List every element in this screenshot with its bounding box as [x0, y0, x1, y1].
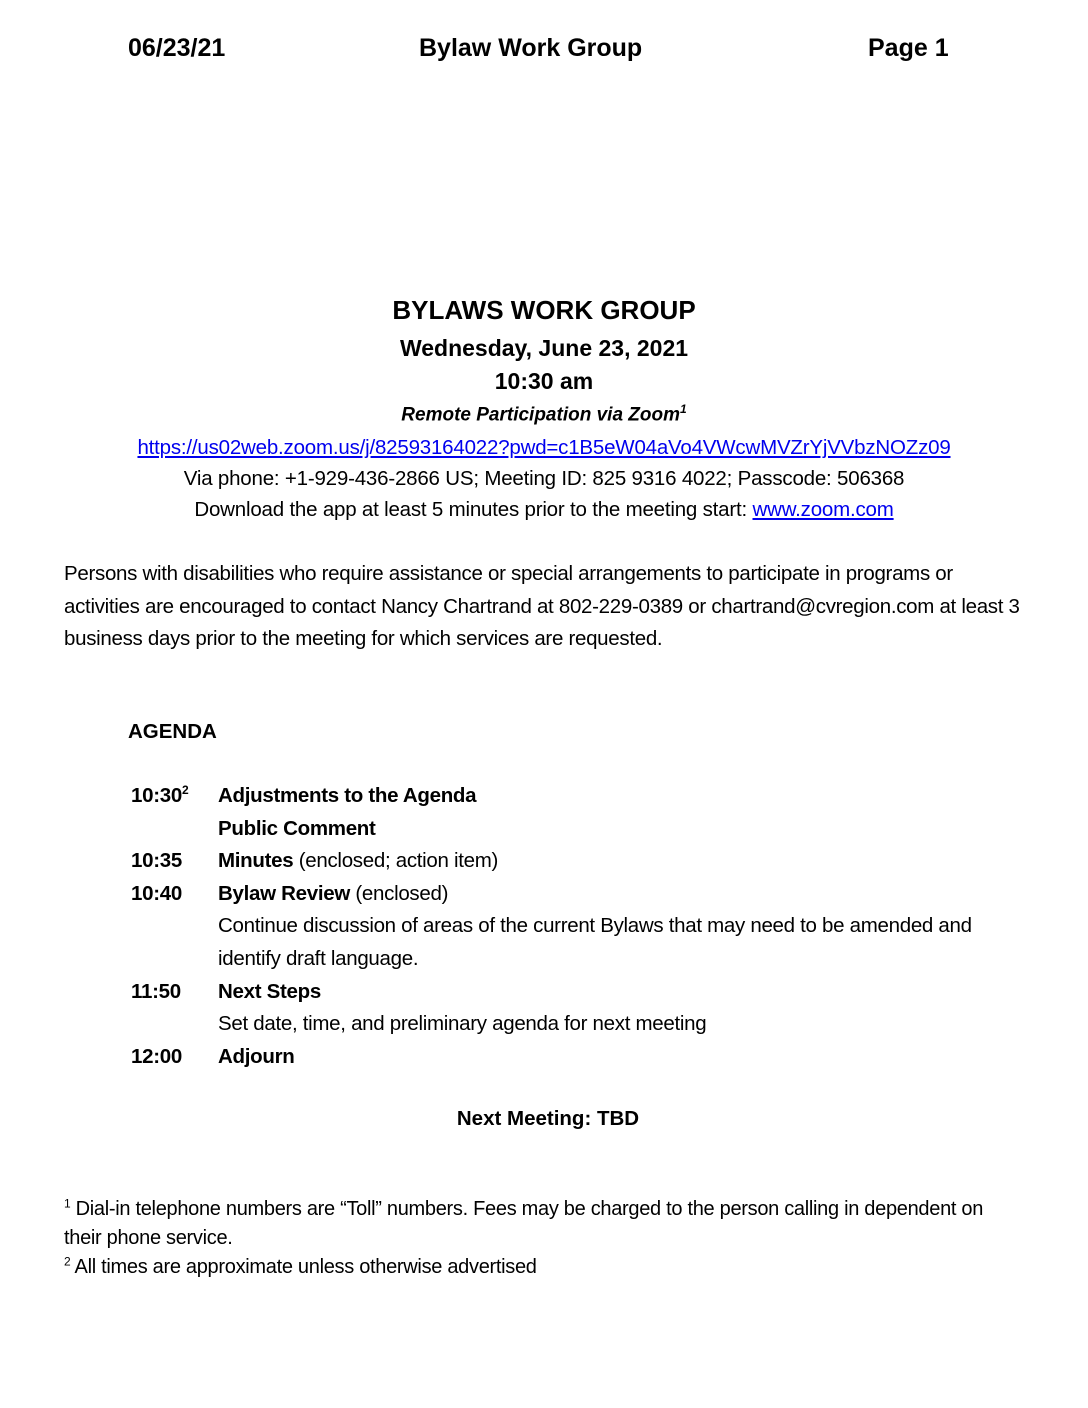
phone-dial-in: Via phone: +1-929-436-2866 US; Meeting ID: 825 9316 4022; Passcode: 506368: [183, 467, 905, 490]
zoom-link-line: [0, 436, 1088, 460]
zoom-meeting-link[interactable]: https://us02web.zoom.us/j/82593164022?pwd=c1B5eW04aVo4VWcwMVZrYjVVbzNOZz09: [137, 436, 951, 459]
agenda-item-title: Bylaw Review: [218, 881, 350, 905]
agenda-time: 11:50: [131, 979, 181, 1003]
agenda-item-title: Minutes: [218, 849, 294, 873]
agenda-time: 10:35: [131, 849, 182, 873]
agenda-description: [218, 878, 991, 976]
agenda-item-title: Next Steps: [218, 979, 321, 1003]
meeting-title: BYLAWS WORK GROUP: [392, 295, 696, 325]
footnote: [64, 1195, 1024, 1253]
agenda-time: 10:40: [131, 881, 182, 905]
agenda-item: [131, 976, 991, 1041]
agenda-item-title: Public Comment: [218, 816, 376, 840]
agenda-time: [131, 813, 218, 846]
agenda-item: [131, 845, 991, 878]
zoom-website-link[interactable]: www.zoom.com: [752, 498, 894, 521]
footnote-marker: 2: [64, 1254, 71, 1269]
agenda-description: [218, 813, 991, 846]
agenda-item: [131, 1041, 991, 1074]
agenda-item-title: Adjourn: [218, 1044, 295, 1068]
remote-participation-label: [0, 402, 1088, 426]
footnote-marker: 1: [680, 402, 687, 416]
accessibility-notice: Persons with disabilities who require assistance or special arrangements to participate in programs or activities are encouraged to contact Nancy Chartrand at 802-229-0389 or chartrand@cvregion.com at least 3 business days prior to the meeting for which services are requested.: [64, 562, 1020, 650]
footnote: [64, 1253, 1024, 1282]
header-date: 06/23/21: [128, 34, 226, 62]
next-meeting: Next Meeting: TBD: [456, 1107, 640, 1130]
agenda-list: [131, 780, 991, 1073]
agenda-time: [131, 780, 218, 813]
footnote-text: Dial-in telephone numbers are “Toll” numbers. Fees may be charged to the person calling in dependent on their phone service.: [64, 1198, 984, 1249]
footnote-text: All times are approximate unless otherwise advertised: [70, 1256, 537, 1278]
agenda-item: [131, 813, 991, 846]
download-text: Download the app at least 5 minutes prior to the meeting start:: [194, 498, 753, 521]
agenda-item: [131, 878, 991, 976]
header-title: Bylaw Work Group: [419, 34, 643, 62]
header-page-number: Page 1: [868, 34, 949, 62]
agenda-heading: AGENDA: [128, 720, 217, 743]
download-app-line: [0, 498, 1088, 522]
meeting-time: 10:30 am: [494, 368, 594, 394]
agenda-time-text: 10:30: [131, 784, 182, 807]
agenda-description: [218, 780, 991, 813]
agenda-item-detail: Set date, time, and preliminary agenda for next meeting: [218, 1012, 707, 1036]
page-header: [0, 34, 1088, 70]
footnotes: [64, 1195, 1024, 1282]
footnote-marker: 1: [64, 1196, 71, 1211]
agenda-item-note: (enclosed): [350, 881, 449, 905]
agenda-item-note: (enclosed; action item): [293, 849, 499, 873]
footnote-marker: 2: [181, 783, 189, 798]
agenda-description: [218, 845, 991, 878]
remote-label-text: Remote Participation via Zoom: [401, 404, 681, 426]
meeting-date: Wednesday, June 23, 2021: [399, 335, 689, 361]
agenda-item-detail: Continue discussion of areas of the current Bylaws that may need to be amended and identify draft language.: [218, 914, 972, 970]
agenda-description: [218, 976, 991, 1041]
agenda-item: [131, 780, 991, 813]
agenda-description: [218, 1041, 991, 1074]
agenda-item-title: Adjustments to the Agenda: [218, 784, 477, 807]
agenda-time: 12:00: [131, 1044, 182, 1068]
